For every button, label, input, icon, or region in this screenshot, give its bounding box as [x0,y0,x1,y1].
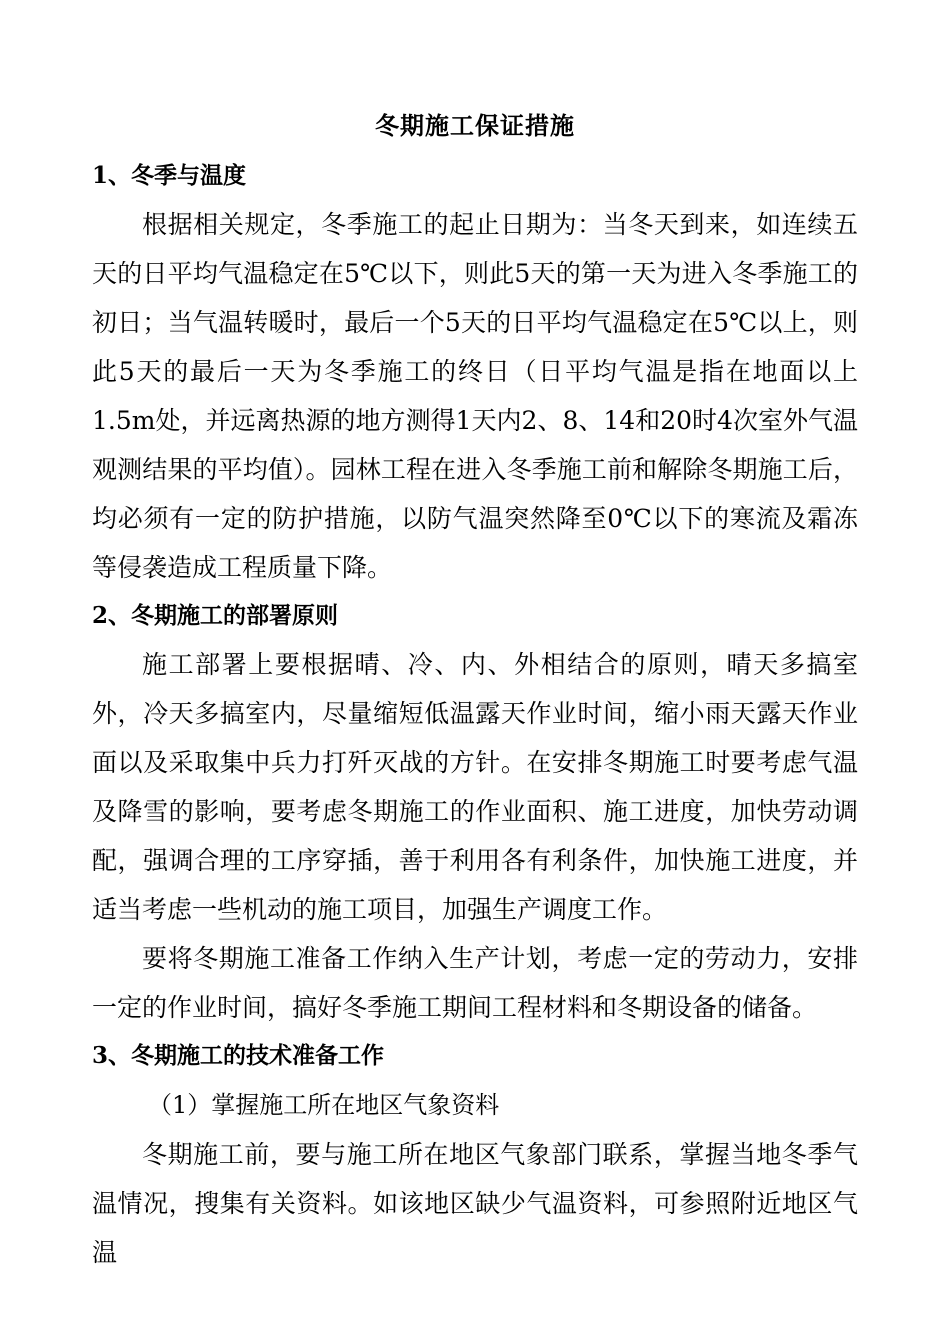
document-page [92,100,858,1277]
section-1-paragraph-1: 根据相关规定，冬季施工的起止日期为：当冬天到来，如连续五天的日平均气温稳定在5℃以下，则此5天的第一天为进入冬季施工的初日；当气温转暖时，最后一个5天的日平均气温稳定在5℃以上，则此5天的最后一天为冬季施工的终日（日平均气温是指在地面以上1.5m处，并远离热源的地方测得1天内2、8、14和20时4次室外气温观测结果的平均值）。园林工程在进入冬季施工前和解除冬期施工后，均必须有一定的防护措施，以防气温突然降至0℃以下的寒流及霜冻等侵袭造成工程质量下降。 [92,210,858,582]
section-2-paragraph-2: 要将冬期施工准备工作纳入生产计划，考虑一定的劳动力，安排一定的作业时间，搞好冬季施工期间工程材料和冬期设备的储备。 [92,944,858,1022]
section-heading-3: 3、冬期施工的技术准备工作 [92,1042,385,1069]
section-heading-2: 2、冬期施工的部署原则 [92,602,339,629]
section-heading-1: 1、冬季与温度 [92,162,247,189]
document-title: 冬期施工保证措施 [375,111,575,140]
section-3-subheading: （1）掌握施工所在地区气象资料 [148,1091,500,1119]
section-2-paragraph-1: 施工部署上要根据晴、冷、内、外相结合的原则，晴天多搞室外，冷天多搞室内，尽量缩短低温露天作业时间，缩小雨天露天作业面以及采取集中兵力打歼灭战的方针。在安排冬期施工时要考虑气温及降雪的影响，要考虑冬期施工的作业面积、施工进度，加快劳动调配，强调合理的工序穿插，善于利用各有利条件，加快施工进度，并适当考虑一些机动的施工项目，加强生产调度工作。 [92,650,858,924]
section-3-paragraph-1: 冬期施工前，要与施工所在地区气象部门联系，掌握当地冬季气温情况，搜集有关资料。如该地区缺少气温资料，可参照附近地区气温 [92,1140,858,1267]
